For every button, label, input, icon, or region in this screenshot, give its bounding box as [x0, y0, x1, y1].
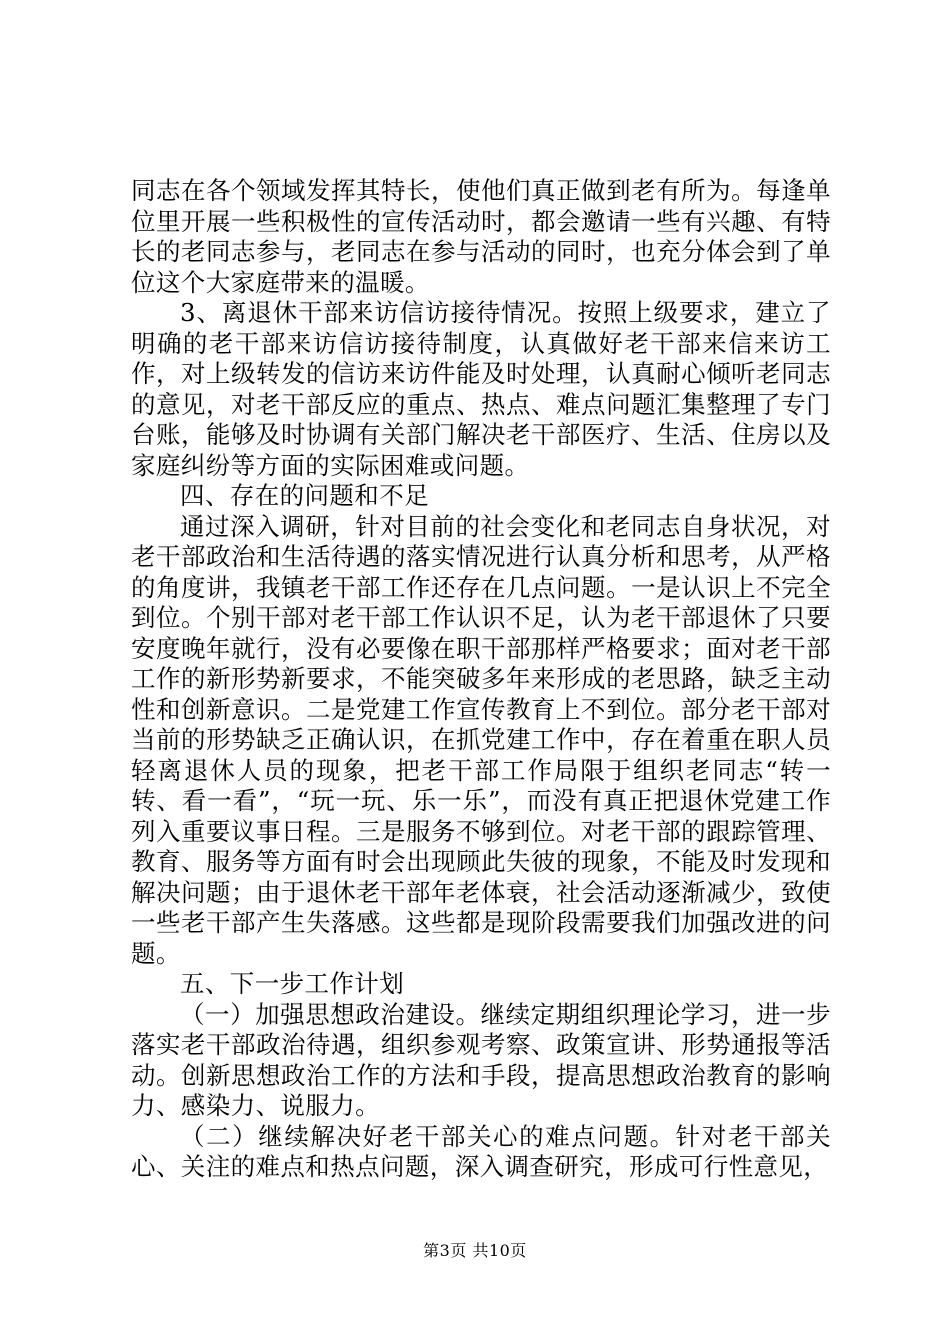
paragraph-problems: 通过深入调研，针对目前的社会变化和老同志自身状况，对老干部政治和生活待遇的落实情况进行认真分析和思考，从严格的角度讲，我镇老干部工作还存在几点问题。一是认识上不完全到位。个别干部对老干部工作认识不足，认为老干部退休了只要安度晚年就行，没有必要像在职干部那样严格要求；面对老干部工作的新形势新要求，不能突破多年来形成的老思路，缺乏主动性和创新意识。二是党建工作宣传教育上不到位。部分老干部对当前的形势缺乏正确认识，在抓党建工作中，存在着重在职人员轻离退休人员的现象，把老干部工作局限于组织老同志“转一转、看一看”，“玩一玩、乐一乐”，而没有真正把退休党建工作列入重要议事日程。三是服务不够到位。对老干部的跟踪管理、教育、服务等方面有时会出现顾此失彼的现象，不能及时发现和解决问题；由于退休老干部年老体衰，社会活动逐渐减少，致使一些老干部产生失落感。这些都是现阶段需要我们加强改进的问题。: [131, 511, 831, 968]
section-heading-problems: 四、存在的问题和不足: [180, 481, 429, 510]
paragraph-item-3-visits: 3、离退休干部来访信访接待情况。按照上级要求，建立了明确的老干部来访信访接待制度，认真做好老干部来信来访工作，对上级转发的信访来访件能及时处理，认真耐心倾听老同志的意见，对老干部反应的重点、热点、难点问题汇集整理了专门台账，能够及时协调有关部门解决老干部医疗、生活、住房以及家庭纠纷等方面的实际困难或问题。: [131, 298, 831, 480]
page-number-footer: 第3页 共10页: [423, 1241, 527, 1260]
paragraph-continuation: 同志在各个领域发挥其特长，使他们真正做到老有所为。每逢单位里开展一些积极性的宣传活动时，都会邀请一些有兴趣、有特长的老同志参与，老同志在参与活动的同时，也充分体会到了单位这个大家庭带来的温暖。: [131, 176, 831, 297]
paragraph-plan-1: （一）加强思想政治建设。继续定期组织理论学习，进一步落实老干部政治待遇，组织参观考察、政策宣讲、形势通报等活动。创新思想政治工作的方法和手段，提高思想政治教育的影响力、感染力、说服力。: [131, 999, 831, 1120]
body-text: [131, 176, 831, 1183]
paragraph-plan-2: （二）继续解决好老干部关心的难点问题。针对老干部关心、关注的难点和热点问题，深入调查研究，形成可行性意见，: [131, 1121, 831, 1181]
section-heading-next-plan: 五、下一步工作计划: [180, 969, 405, 998]
